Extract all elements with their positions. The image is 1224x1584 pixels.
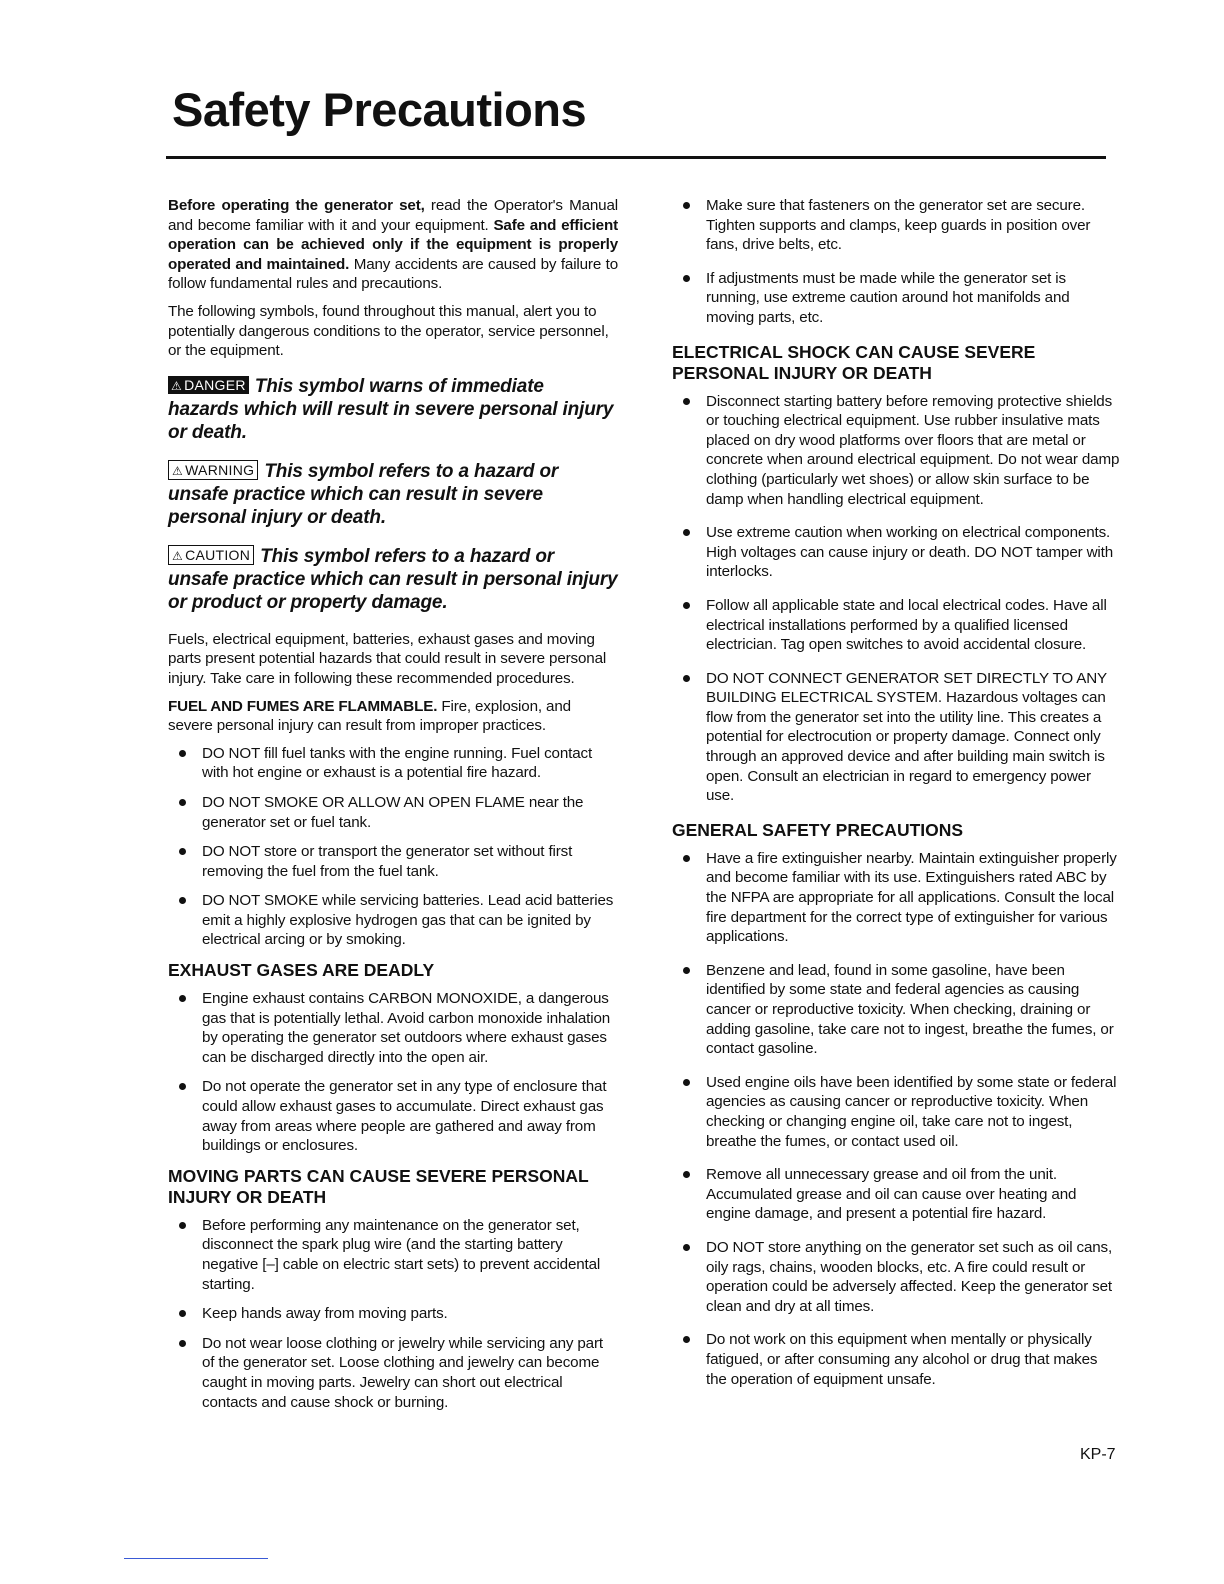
list-item: Used engine oils have been identified by some state or federal agencies as causing cancer or reproductive toxicity. When checking or changing engine oil, take care not to ingest, breathe the fumes, or contact used oil. <box>672 1073 1120 1151</box>
exhaust-heading: EXHAUST GASES ARE DEADLY <box>168 960 435 981</box>
warning-text: This symbol refers to a hazard or unsafe practice which can result in severe personal injury or death. <box>168 460 559 528</box>
warning-triangle-icon: ⚠ <box>171 378 183 393</box>
list-item: DO NOT store anything on the generator set such as oil cans, oily rags, chains, wooden blocks, etc. A fire could result or operation could be adversely affected. Keep the generator set clean and dry at all times. <box>672 1238 1120 1316</box>
intro-bold-1: Before operating the generator set, <box>168 197 425 214</box>
symbols-paragraph: The following symbols, found throughout this manual, alert you to potentially dangerous conditions to the operator, service personnel, or the equipment. <box>168 302 609 360</box>
list-item: DO NOT store or transport the generator set without first removing the fuel from the fuel tank. <box>168 842 618 881</box>
caution-notice <box>168 545 618 614</box>
page-number: KP-7 <box>1080 1446 1116 1463</box>
caution-badge-label: CAUTION <box>185 546 251 563</box>
list-item: Use extreme caution when working on electrical components. High voltages can cause injury or death. DO NOT tamper with interlocks. <box>672 523 1120 582</box>
footer-link-underline <box>124 1558 268 1559</box>
left-column <box>168 196 618 1422</box>
exhaust-list <box>168 989 618 1156</box>
page-title: Safety Precautions <box>172 83 587 136</box>
danger-text: This symbol warns of immediate hazards which will result in severe personal injury or death. <box>168 375 614 443</box>
list-item: Do not work on this equipment when mentally or physically fatigued, or after consuming any alcohol or drug that makes the operation of equipment unsafe. <box>672 1330 1120 1389</box>
warning-triangle-icon: ⚠ <box>172 463 184 478</box>
fuel-heading: FUEL AND FUMES ARE FLAMMABLE. <box>168 697 438 715</box>
fuel-paragraph <box>168 697 618 736</box>
fuel-text: Fire, explosion, and severe personal injury can result from improper practices. <box>168 697 571 735</box>
warning-badge-label: WARNING <box>185 461 255 478</box>
list-item: Make sure that fasteners on the generator set are secure. Tighten supports and clamps, keep guards in position over fans, drive belts, etc. <box>672 196 1120 255</box>
moving-parts-list <box>168 1216 618 1412</box>
fuel-list <box>168 744 618 950</box>
list-item: Do not wear loose clothing or jewelry while servicing any part of the generator set. Loose clothing and jewelry can become caught in moving parts. Jewelry can short out electrical contacts and cause shock or burning. <box>168 1334 618 1412</box>
general-safety-heading: GENERAL SAFETY PRECAUTIONS <box>672 819 964 840</box>
warning-triangle-icon: ⚠ <box>172 548 184 563</box>
list-item: Follow all applicable state and local electrical codes. Have all electrical installations performed by a qualified licensed electrician. Tag open switches to avoid accidental closure. <box>672 596 1120 655</box>
list-item: Before performing any maintenance on the generator set, disconnect the spark plug wire (and the starting battery negative [–] cable on electric start sets) to prevent accidental starting. <box>168 1216 618 1294</box>
list-item: Have a fire extinguisher nearby. Maintain extinguisher properly and become familiar with its use. Extinguishers rated ABC by the NFPA are appropriate for all applications. Consult the local fire department for the correct type of extinguisher for various applications. <box>672 849 1120 947</box>
list-item: Keep hands away from moving parts. <box>168 1304 618 1324</box>
danger-notice <box>168 375 618 444</box>
list-item: Do not operate the generator set in any type of enclosure that could allow exhaust gases to accumulate. Direct exhaust gas away from areas where people are gathered and away from buildings or enclosures. <box>168 1077 618 1155</box>
intro-text-1: read the Operator's Manual and become familiar with it and your equipment. <box>168 197 618 234</box>
warning-notice <box>168 460 618 529</box>
electrical-heading: ELECTRICAL SHOCK CAN CAUSE SEVERE PERSONAL INJURY OR DEATH <box>672 341 1036 383</box>
title-rule <box>166 156 1106 159</box>
electrical-list <box>672 392 1120 806</box>
list-item: DO NOT SMOKE OR ALLOW AN OPEN FLAME near the generator set or fuel tank. <box>168 793 618 832</box>
list-item: Benzene and lead, found in some gasoline, have been identified by some state and federal agencies as causing cancer or reproductive toxicity. When checking, draining or adding gasoline, take care not to ingest, breathe the fumes, or contact gasoline. <box>672 961 1120 1059</box>
moving-parts-heading: MOVING PARTS CAN CAUSE SEVERE PERSONAL INJURY OR DEATH <box>168 1165 589 1207</box>
danger-badge <box>168 376 249 394</box>
list-item: If adjustments must be made while the generator set is running, use extreme caution around hot manifolds and moving parts, etc. <box>672 269 1120 328</box>
intro-bold-2: Safe and efficient operation can be achieved only if the equipment is properly operated and maintained. <box>168 216 618 273</box>
intro-paragraph <box>168 196 618 294</box>
list-item: Disconnect starting battery before removing protective shields or touching electrical equipment. Use rubber insulative mats placed on dry wood platforms over floors that are metal or concrete when around electrical equipment. Do not wear damp clothing (particularly wet shoes) or allow skin surface to be damp when handling electrical equipment. <box>672 392 1120 510</box>
list-item: Remove all unnecessary grease and oil from the unit. Accumulated grease and oil can cause over heating and engine damage, and present a potential fire hazard. <box>672 1165 1120 1224</box>
moving-parts-list-continued <box>672 196 1120 328</box>
list-item: DO NOT SMOKE while servicing batteries. Lead acid batteries emit a highly explosive hydrogen gas that can be ignited by electrical arcing or by smoking. <box>168 891 618 950</box>
list-item: DO NOT fill fuel tanks with the engine running. Fuel contact with hot engine or exhaust is a potential fire hazard. <box>168 744 618 783</box>
general-intro-paragraph: Fuels, electrical equipment, batteries, exhaust gases and moving parts present potential hazards that could result in severe personal injury. Take care in following these recommended procedures. <box>168 630 607 687</box>
warning-badge <box>168 460 258 480</box>
caution-badge <box>168 545 254 565</box>
danger-badge-label: DANGER <box>184 376 246 393</box>
list-item: Engine exhaust contains CARBON MONOXIDE, a dangerous gas that is potentially lethal. Avoid carbon monoxide inhalation by operating the generator set outdoors where exhaust gases can be discharged directly into the open air. <box>168 989 618 1067</box>
general-safety-list <box>672 849 1120 1389</box>
caution-text: This symbol refers to a hazard or unsafe practice which can result in personal injury or product or property damage. <box>168 545 618 613</box>
right-column <box>672 196 1120 1403</box>
list-item: DO NOT CONNECT GENERATOR SET DIRECTLY TO ANY BUILDING ELECTRICAL SYSTEM. Hazardous voltages can flow from the generator set into the utility line. This creates a potential for electrocution or property damage. Connect only through an approved device and after building main switch is open. Consult an electrician in regard to emergency power use. <box>672 669 1120 806</box>
intro-text-2: Many accidents are caused by failure to follow fundamental rules and precautions. <box>168 255 618 293</box>
